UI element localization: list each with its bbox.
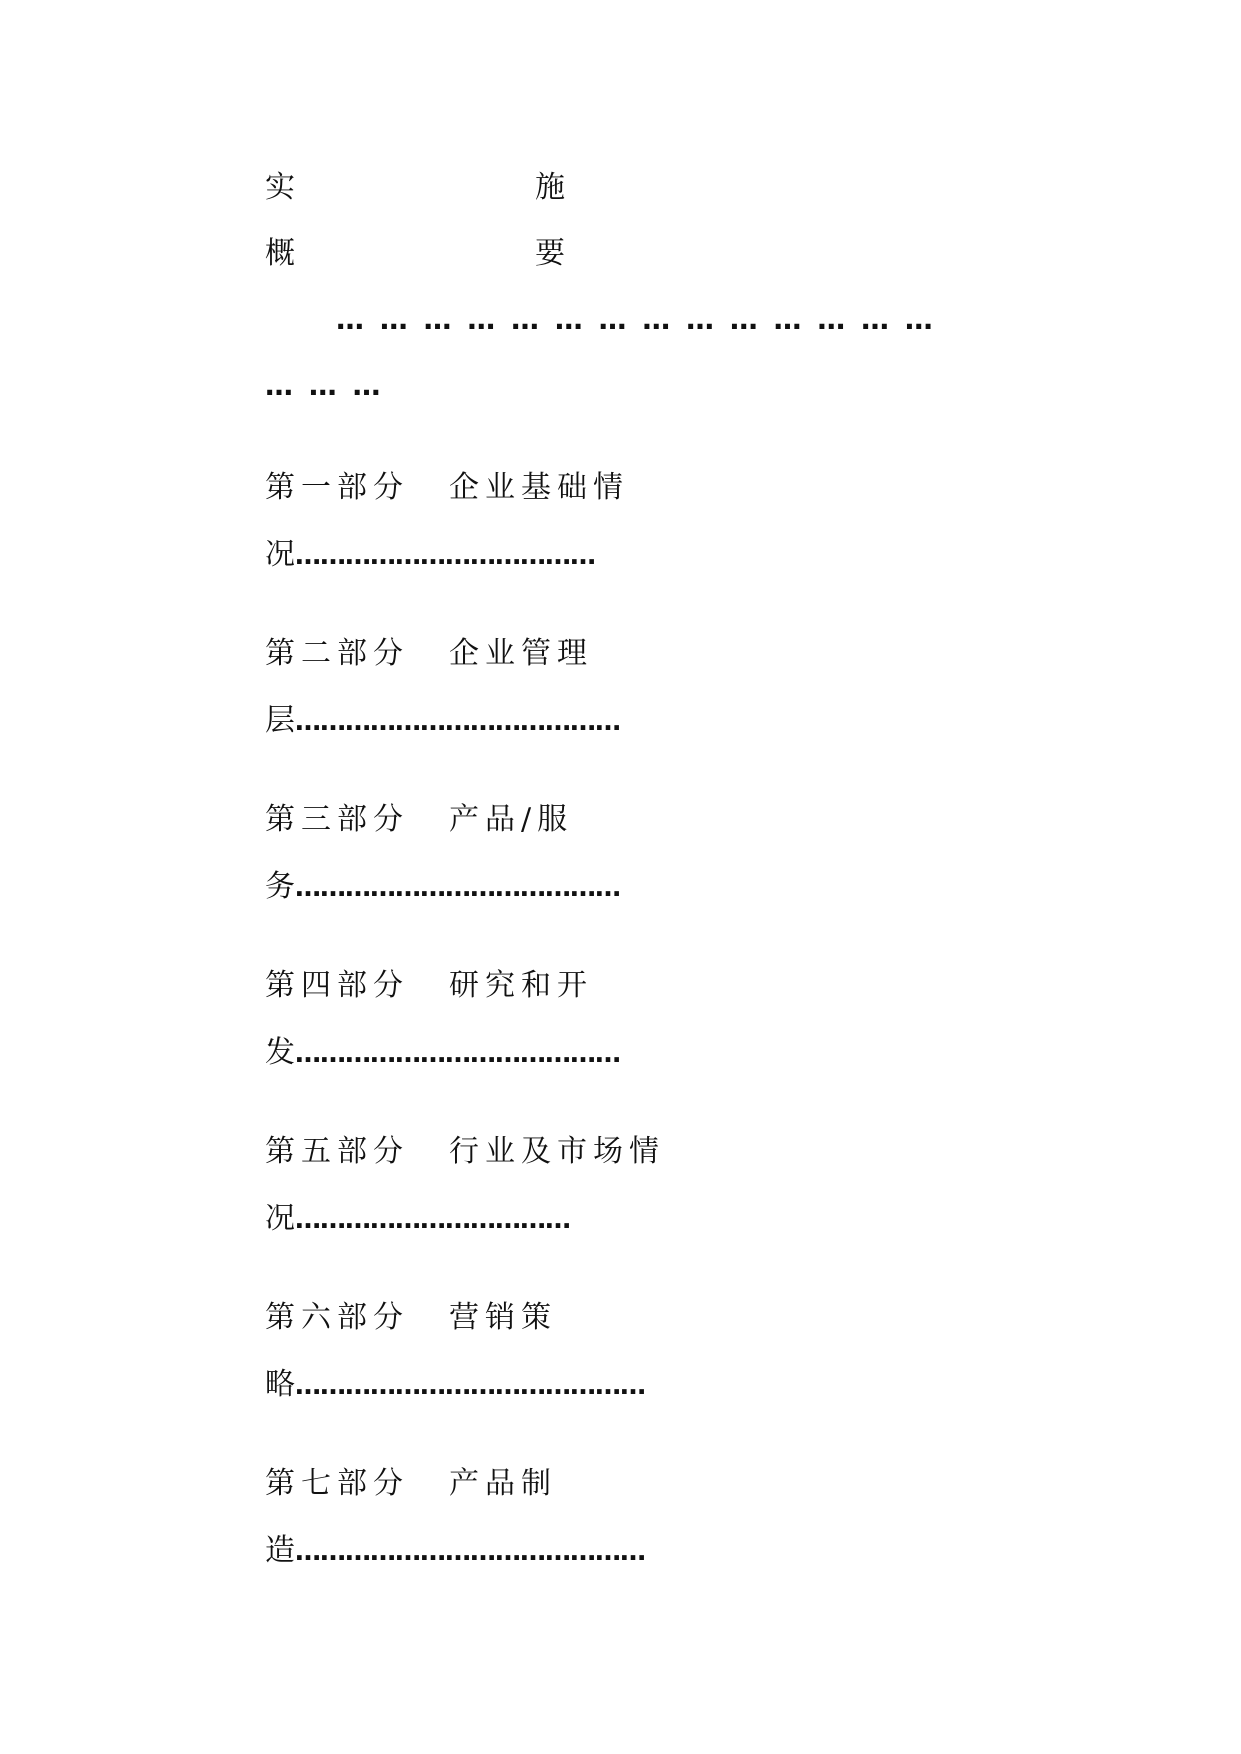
toc-entry-6-heading	[265, 1298, 557, 1338]
toc-title-continuation: 层	[265, 703, 295, 738]
toc-entry-4-heading	[265, 966, 593, 1006]
toc-entry-5-continuation	[265, 1199, 570, 1240]
toc-part-label: 第一部分	[265, 470, 409, 505]
toc-part-label: 第二部分	[265, 636, 409, 671]
toc-dot-leader: ……………………………	[295, 1205, 570, 1235]
toc-entry-3-continuation	[265, 867, 620, 908]
summary-title-char-2: 施	[535, 170, 565, 205]
toc-entry-2-continuation	[265, 701, 620, 742]
toc-entry-1-heading	[265, 468, 629, 508]
toc-entry-4-continuation	[265, 1033, 620, 1074]
toc-part-label: 第三部分	[265, 802, 409, 837]
toc-entry-1-continuation	[265, 535, 595, 576]
summary-title-line-2	[265, 234, 565, 274]
toc-entry-6-continuation	[265, 1365, 645, 1406]
toc-part-label: 第四部分	[265, 968, 409, 1003]
toc-part-label: 第五部分	[265, 1134, 409, 1169]
toc-dot-leader: ……………………………………	[295, 1537, 645, 1567]
toc-title-continuation: 况	[265, 1201, 295, 1236]
toc-entry-2-heading	[265, 634, 593, 674]
summary-dots-line-2: … … …	[265, 369, 384, 402]
toc-part-title: 研究和开	[449, 968, 593, 1003]
toc-entry-7-continuation	[265, 1531, 645, 1572]
toc-part-title: 产品制	[449, 1466, 557, 1501]
toc-part-title: 营销策	[449, 1300, 557, 1335]
toc-title-continuation: 况	[265, 537, 295, 572]
toc-part-label: 第七部分	[265, 1466, 409, 1501]
summary-title-line-1	[265, 168, 565, 208]
toc-dot-leader: ……………………………………	[295, 1371, 645, 1401]
toc-title-continuation: 略	[265, 1367, 295, 1402]
toc-part-label: 第六部分	[265, 1300, 409, 1335]
toc-part-title: 行业及市场情	[449, 1134, 665, 1169]
summary-title-char-4: 要	[535, 236, 565, 271]
toc-entry-7-heading	[265, 1464, 557, 1504]
toc-dot-leader: …………………………………	[295, 707, 620, 737]
toc-part-title: 企业基础情	[449, 470, 629, 505]
toc-dot-leader: …………………………………	[295, 873, 620, 903]
toc-dot-leader: …………………………………	[295, 1039, 620, 1069]
summary-title-char-3: 概	[265, 236, 295, 271]
toc-title-continuation: 发	[265, 1035, 295, 1070]
toc-dot-leader: ………………………………	[295, 541, 595, 571]
toc-part-title: 企业管理	[449, 636, 593, 671]
summary-title-char-1: 实	[265, 170, 295, 205]
summary-dots-line-1: … … … … … … … … … … … … … …	[336, 303, 936, 336]
toc-title-continuation: 务	[265, 869, 295, 904]
toc-part-title: 产品/服	[449, 802, 574, 837]
toc-title-continuation: 造	[265, 1533, 295, 1568]
toc-entry-3-heading	[265, 800, 573, 840]
toc-entry-5-heading	[265, 1132, 665, 1172]
